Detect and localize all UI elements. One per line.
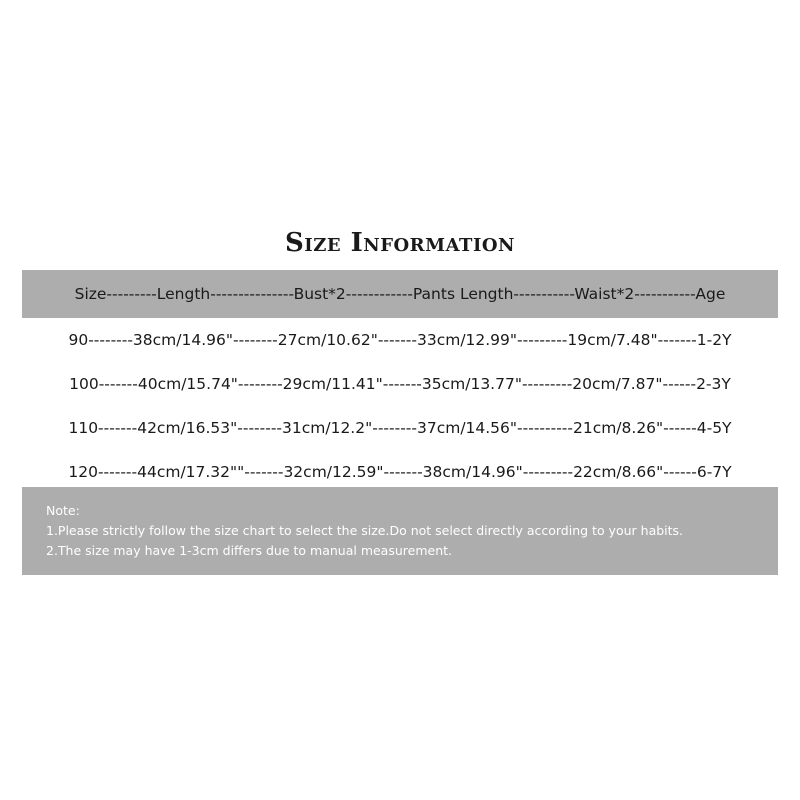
page-title: Size Information <box>285 228 515 258</box>
table-row-text: 100-------40cm/15.74"--------29cm/11.41"-------35cm/13.77"---------20cm/7.87"------2-3Y <box>69 375 731 393</box>
size-table-header-text: Size---------Length---------------Bust*2------------Pants Length-----------Waist*2-----------Age <box>74 285 726 303</box>
table-row <box>22 318 778 362</box>
table-row-text: 90--------38cm/14.96"--------27cm/10.62"-------33cm/12.99"---------19cm/7.48"-------1-2Y <box>68 331 732 349</box>
note-box <box>22 487 778 575</box>
note-heading: Note: <box>46 503 80 518</box>
note-line-1: 1.Please strictly follow the size chart to select the size.Do not select directly according to your habits. <box>46 523 684 538</box>
note-line-2: 2.The size may have 1-3cm differs due to manual measurement. <box>46 543 452 558</box>
table-row <box>22 362 778 406</box>
table-row-text: 110-------42cm/16.53"--------31cm/12.2"--------37cm/14.56"----------21cm/8.26"------4-5Y <box>68 419 732 437</box>
table-row-text: 120-------44cm/17.32""-------32cm/12.59"-------38cm/14.96"---------22cm/8.66"------6-7Y <box>68 463 732 481</box>
table-row <box>22 406 778 450</box>
size-table-body <box>22 318 778 494</box>
size-table-header <box>22 270 778 318</box>
